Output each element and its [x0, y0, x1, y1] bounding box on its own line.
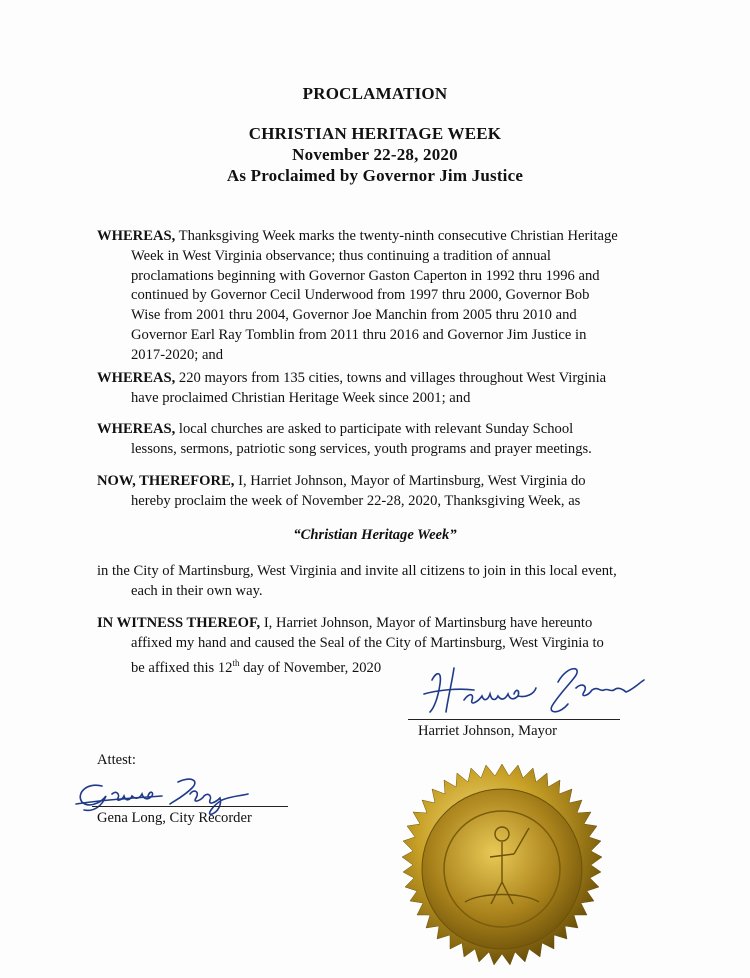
paragraph-text: Thanksgiving Week marks the twenty-ninth consecutive Christian Heritage [175, 228, 618, 244]
paragraph-text: I, Harriet Johnson, Mayor of Martinsburg have hereunto [260, 615, 593, 631]
mayor-name-title: Harriet Johnson, Mayor [418, 723, 558, 739]
paragraph-line: continued by Governor Cecil Underwood from 1997 thru 2000, Governor Bob [131, 287, 590, 304]
paragraph-line: lessons, sermons, patriotic song services, youth programs and prayer meetings. [131, 440, 592, 457]
now-therefore-paragraph [97, 472, 653, 512]
paragraph-line: Governor Earl Ray Tomblin from 2011 thru 2016 and Governor Jim Justice in [131, 326, 587, 343]
mayor-signature-line [408, 719, 620, 720]
date-text-pre: be affixed this 12 [131, 659, 233, 676]
heading-proclaimed-by: As Proclaimed by Governor Jim Justice [226, 166, 524, 185]
paragraph-text: 220 mayors from 135 cities, towns and villages throughout West Virginia [175, 370, 607, 386]
heading-christian-heritage-week: CHRISTIAN HERITAGE WEEK [248, 124, 502, 143]
paragraph-line: affixed my hand and caused the Seal of the City of Martinsburg, West Virginia to [131, 634, 604, 651]
paragraph-line: each in their own way. [131, 582, 263, 599]
paragraph-line: in the City of Martinsburg, West Virginia and invite all citizens to join in this local event, [97, 563, 617, 579]
whereas-paragraph-3 [97, 420, 653, 460]
whereas-paragraph-2 [97, 369, 653, 409]
in-witness-keyword: IN WITNESS THEREOF, [97, 615, 261, 631]
paragraph-line [97, 420, 653, 440]
now-therefore-keyword: NOW, THEREFORE, [97, 473, 235, 489]
mayor-signature-image [418, 660, 668, 720]
paragraph-line: proclamations beginning with Governor Gaston Caperton in 1992 thru 1996 and [131, 267, 600, 284]
paragraph-line: have proclaimed Christian Heritage Week since 2001; and [131, 389, 471, 406]
paragraph-line: 2017-2020; and [131, 346, 224, 363]
recorder-name-title: Gena Long, City Recorder [97, 810, 252, 826]
paragraph-line: Week in West Virginia observance; thus continuing a tradition of annual [131, 247, 551, 264]
whereas-paragraph-1 [97, 227, 653, 366]
heading-dates: November 22-28, 2020 [292, 145, 458, 164]
document-title: PROCLAMATION [302, 84, 448, 103]
paragraph-line [97, 227, 653, 247]
whereas-keyword: WHEREAS, [97, 421, 176, 437]
paragraph-line [97, 614, 653, 634]
recorder-signature-line [92, 806, 288, 807]
attest-label: Attest: [97, 752, 136, 768]
paragraph-line [97, 472, 653, 492]
paragraph-line: hereby proclaim the week of November 22-28, 2020, Thanksgiving Week, as [131, 492, 581, 509]
paragraph-line: Wise from 2001 thru 2004, Governor Joe Manchin from 2005 thru 2010 and [131, 307, 577, 324]
paragraph-line [97, 369, 653, 389]
paragraph-text: local churches are asked to participate with relevant Sunday School [175, 421, 574, 437]
whereas-keyword: WHEREAS, [97, 228, 176, 244]
whereas-keyword: WHEREAS, [97, 370, 176, 386]
invitation-paragraph [97, 562, 657, 602]
date-text-post: day of November, 2020 [239, 659, 382, 676]
city-seal-image [395, 762, 609, 976]
christian-heritage-week-quote: “Christian Heritage Week” [293, 527, 457, 543]
date-ordinal-suffix: th [232, 657, 240, 668]
paragraph-text: I, Harriet Johnson, Mayor of Martinsburg, West Virginia do [234, 473, 586, 489]
